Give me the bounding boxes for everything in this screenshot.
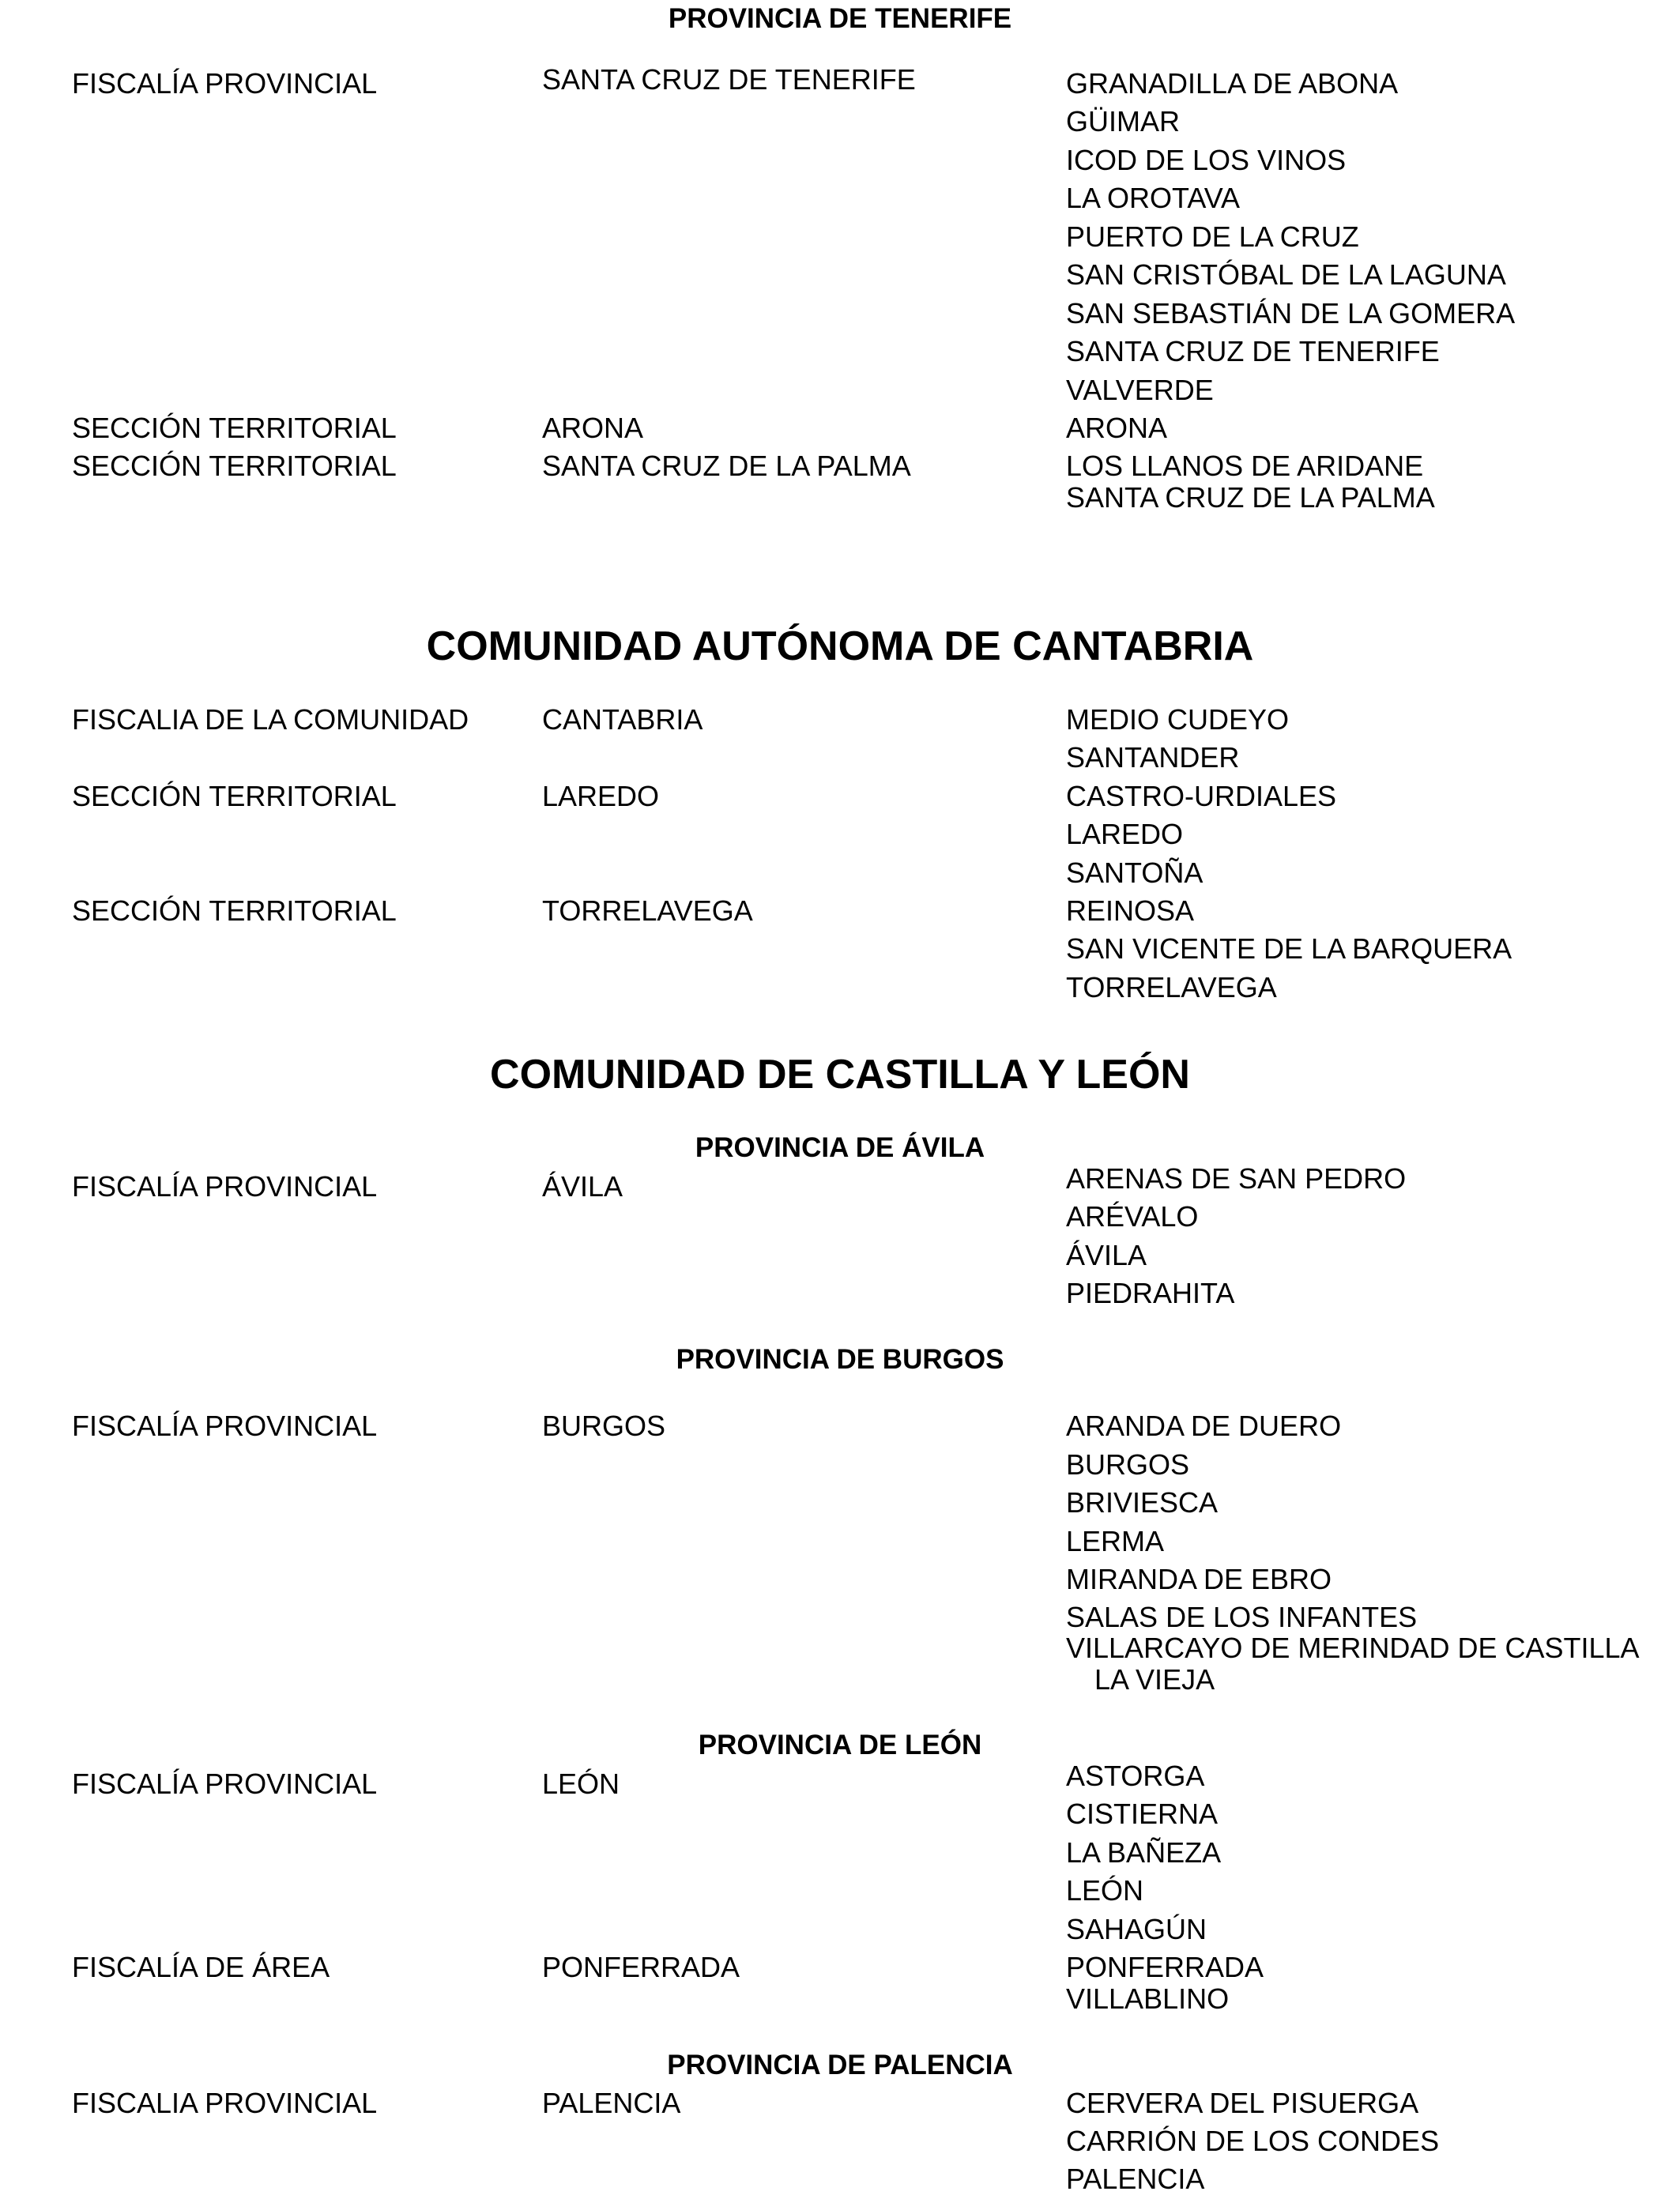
section-heading-cantabria: COMUNIDAD AUTÓNOMA DE CANTABRIA [426,623,1254,669]
district: LOS LLANOS DE ARIDANE [1066,450,1424,482]
district: CERVERA DEL PISUERGA [1066,2087,1419,2119]
district: LA BAÑEZA [1066,1836,1222,1869]
district: LERMA [1066,1525,1165,1557]
district: SALAS DE LOS INFANTES [1066,1601,1418,1633]
office-seat: TORRELAVEGA [542,894,753,927]
province-heading-leon: PROVINCIA DE LEÓN [698,1730,982,1760]
district: ARANDA DE DUERO [1066,1410,1342,1442]
district: LA OROTAVA [1066,182,1241,214]
district: ASTORGA [1066,1760,1205,1792]
office-type: SECCIÓN TERRITORIAL [72,450,397,482]
district: SAHAGÚN [1066,1913,1207,1945]
province-heading-avila: PROVINCIA DE ÁVILA [695,1132,985,1163]
district: PONFERRADA [1066,1951,1264,1983]
district: LEÓN [1066,1874,1144,1907]
office-seat: CANTABRIA [542,703,703,736]
district: TORRELAVEGA [1066,971,1277,1003]
district: BURGOS [1066,1448,1190,1481]
office-type: FISCALÍA PROVINCIAL [72,1170,378,1203]
office-type: SECCIÓN TERRITORIAL [72,780,397,812]
district: SAN SEBASTIÁN DE LA GOMERA [1066,297,1516,329]
office-type: FISCALIA DE LA COMUNIDAD [72,703,469,736]
office-seat: PONFERRADA [542,1951,740,1983]
district: SANTA CRUZ DE LA PALMA [1066,481,1435,514]
office-type: SECCIÓN TERRITORIAL [72,894,397,927]
district: ÁVILA [1066,1239,1147,1271]
office-seat: LAREDO [542,780,660,812]
district: MEDIO CUDEYO [1066,703,1290,736]
district: VILLARCAYO DE MERINDAD DE CASTILLA [1066,1632,1640,1664]
office-type: FISCALÍA PROVINCIAL [72,1768,378,1800]
office-type: FISCALÍA DE ÁREA [72,1951,330,1983]
district: VILLABLINO [1066,1982,1230,2015]
district: GRANADILLA DE ABONA [1066,67,1399,100]
district: SAN VICENTE DE LA BARQUERA [1066,932,1512,965]
district: PUERTO DE LA CRUZ [1066,220,1359,253]
office-seat: PALENCIA [542,2087,681,2119]
office-type: FISCALÍA PROVINCIAL [72,67,378,100]
district: SANTA CRUZ DE TENERIFE [1066,335,1440,367]
office-type: FISCALÍA PROVINCIAL [72,1410,378,1442]
district: ARONA [1066,412,1168,444]
office-seat: BURGOS [542,1410,666,1442]
district: ARENAS DE SAN PEDRO [1066,1162,1407,1195]
district: CASTRO-URDIALES [1066,780,1337,812]
office-seat: SANTA CRUZ DE TENERIFE [542,63,916,96]
district: CARRIÓN DE LOS CONDES [1066,2125,1440,2157]
office-seat: LEÓN [542,1768,620,1800]
office-seat: ÁVILA [542,1170,623,1203]
district: ARÉVALO [1066,1200,1199,1233]
office-seat: ARONA [542,412,644,444]
district: ICOD DE LOS VINOS [1066,144,1347,176]
section-heading-tenerife: PROVINCIA DE TENERIFE [668,3,1012,34]
province-heading-burgos: PROVINCIA DE BURGOS [676,1344,1004,1375]
section-heading-castilla-leon: COMUNIDAD DE CASTILLA Y LEÓN [490,1052,1190,1098]
district: LAREDO [1066,818,1184,850]
district: BRIVIESCA [1066,1486,1219,1519]
district: PIEDRAHITA [1066,1277,1235,1309]
district: CISTIERNA [1066,1798,1219,1830]
district: SANTOÑA [1066,857,1203,889]
district: MIRANDA DE EBRO [1066,1563,1332,1595]
district: LA VIEJA [1094,1663,1215,1696]
province-heading-palencia: PROVINCIA DE PALENCIA [667,2050,1013,2080]
district: SANTANDER [1066,741,1240,774]
office-seat: SANTA CRUZ DE LA PALMA [542,450,911,482]
district: REINOSA [1066,894,1195,927]
district: PALENCIA [1066,2163,1205,2195]
office-type: FISCALIA PROVINCIAL [72,2087,378,2119]
district: GÜIMAR [1066,105,1180,137]
office-type: SECCIÓN TERRITORIAL [72,412,397,444]
district: VALVERDE [1066,374,1214,406]
district: SAN CRISTÓBAL DE LA LAGUNA [1066,258,1506,291]
